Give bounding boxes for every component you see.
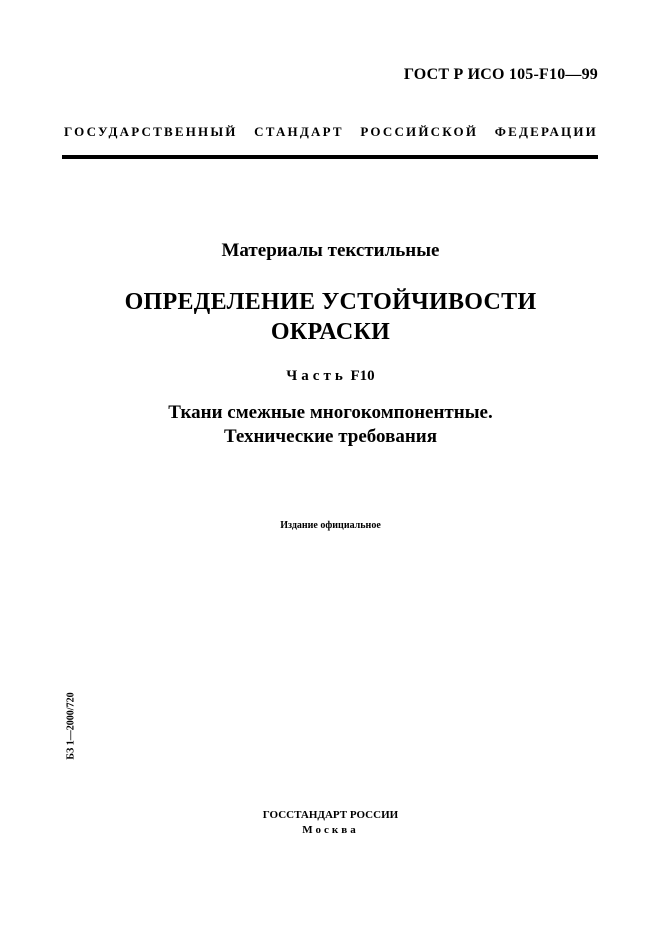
side-code: БЗ 1—2000/720 xyxy=(65,692,77,760)
header-rule xyxy=(62,155,598,159)
title-line: ОПРЕДЕЛЕНИЕ УСТОЙЧИВОСТИ xyxy=(124,289,537,315)
subtitle-line: Технические требования xyxy=(223,426,438,447)
document-part xyxy=(0,368,661,385)
edition-note: Издание официальное xyxy=(280,520,381,531)
document-subject: Материалы текстильные xyxy=(221,240,440,261)
document-title xyxy=(0,287,661,347)
part-label: Часть xyxy=(286,368,347,384)
publisher-block xyxy=(0,808,661,838)
state-standard-header xyxy=(64,124,598,140)
publisher-city: Москва xyxy=(302,824,359,836)
header-word: ФЕДЕРАЦИИ xyxy=(494,124,598,139)
header-word: РОССИЙСКОЙ xyxy=(360,124,479,139)
document-subtitle xyxy=(0,401,661,449)
title-line: ОКРАСКИ xyxy=(270,319,391,345)
document-code: ГОСТ Р ИСО 105-F10—99 xyxy=(403,66,598,83)
part-number: F10 xyxy=(350,368,375,384)
header-word: СТАНДАРТ xyxy=(254,124,344,139)
subtitle-line: Ткани смежные многокомпонентные. xyxy=(168,402,493,423)
publisher-name: ГОССТАНДАРТ РОССИИ xyxy=(262,809,399,821)
header-word: ГОСУДАРСТВЕННЫЙ xyxy=(64,124,238,139)
